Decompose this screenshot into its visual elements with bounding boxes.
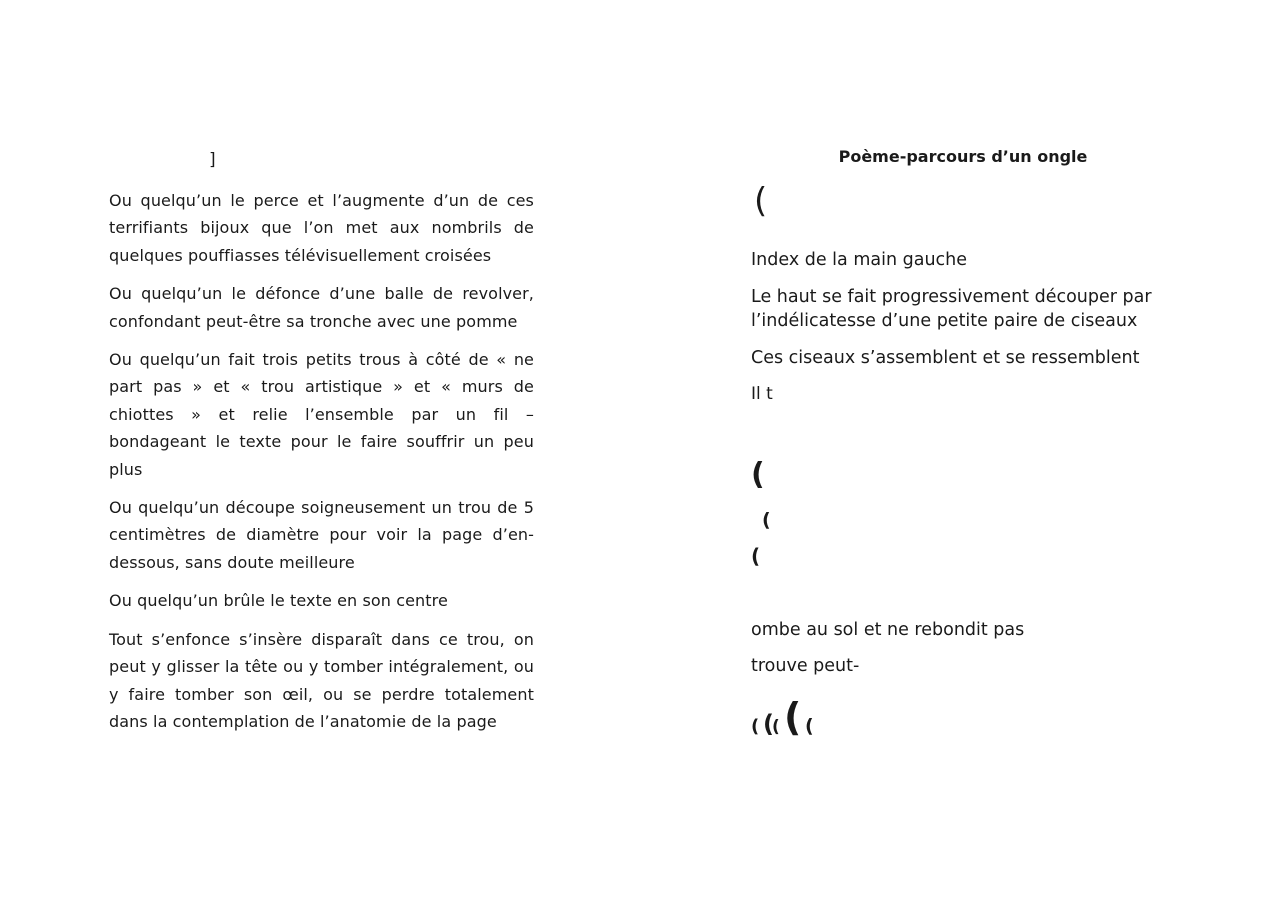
paragraph-trois-trous: Ou quelqu’un fait trois petits trous à côté de « ne part pas » et « trou artistique » et « murs de chiottes » et relie l’ensemble par un fil – bondageant le texte pour le faire souffrir un peu plus <box>109 350 534 479</box>
poem-line-index: Index de la main gauche <box>751 250 968 270</box>
paragraph-decoupe: Ou quelqu’un découpe soigneusement un trou de 5 centimètres de diamètre pour voir la page d’en-dessous, sans doute meilleure <box>109 498 534 572</box>
poem-line-haut-1: Le haut se fait progressivement découper par <box>751 287 1152 307</box>
bracket-mark: ] <box>209 150 216 170</box>
poem-line-ciseaux: Ces ciseaux s’assemblent et se ressemblent <box>751 348 1140 368</box>
poem-title: Poème-parcours d’un ongle <box>838 147 1088 166</box>
right-page <box>643 0 1286 912</box>
paragraph-enfonce: Tout s’enfonce s’insère disparaît dans ce trou, on peut y glisser la tête ou y tomber intégralement, ou y faire tomber son œil, ou se perdre totalement dans la contemplation de l’anatomie de la page <box>109 629 534 731</box>
poem-line-ombe: ombe au sol et ne rebondit pas <box>751 620 1025 640</box>
paragraph-perce: Ou quelqu’un le perce et l’augmente d’un de ces terrifiants bijoux que l’on met aux nombrils de quelques pouffiasses télévisuellement croisées <box>109 191 534 265</box>
poem-line-il: Il t <box>751 384 773 404</box>
paren-cluster-5: ( <box>805 715 814 737</box>
poem-line-haut-2: l’indélicatesse d’une petite paire de ciseaux <box>751 311 1138 331</box>
left-text-column <box>109 187 534 746</box>
paren-small: ( <box>751 544 761 568</box>
poem-column <box>751 0 1221 912</box>
poem-line-trouve: trouve peut- <box>751 656 860 676</box>
paren-cluster <box>751 695 871 740</box>
paren-small-indented: ( <box>762 509 771 531</box>
paren-cluster-2: ( <box>763 710 774 738</box>
paren-cluster-3: ( <box>772 717 780 737</box>
paragraph-defonce: Ou quelqu’un le défonce d’une balle de revolver, confondant peut-être sa tronche avec une pomme <box>109 284 534 331</box>
paragraph-brule: Ou quelqu’un brûle le texte en son centre <box>109 591 448 611</box>
paren-cluster-1: ( <box>751 716 760 737</box>
paren-cluster-4: ( <box>784 695 802 739</box>
paren-large: ( <box>754 181 768 221</box>
paren-bold-medium: ( <box>751 457 765 492</box>
